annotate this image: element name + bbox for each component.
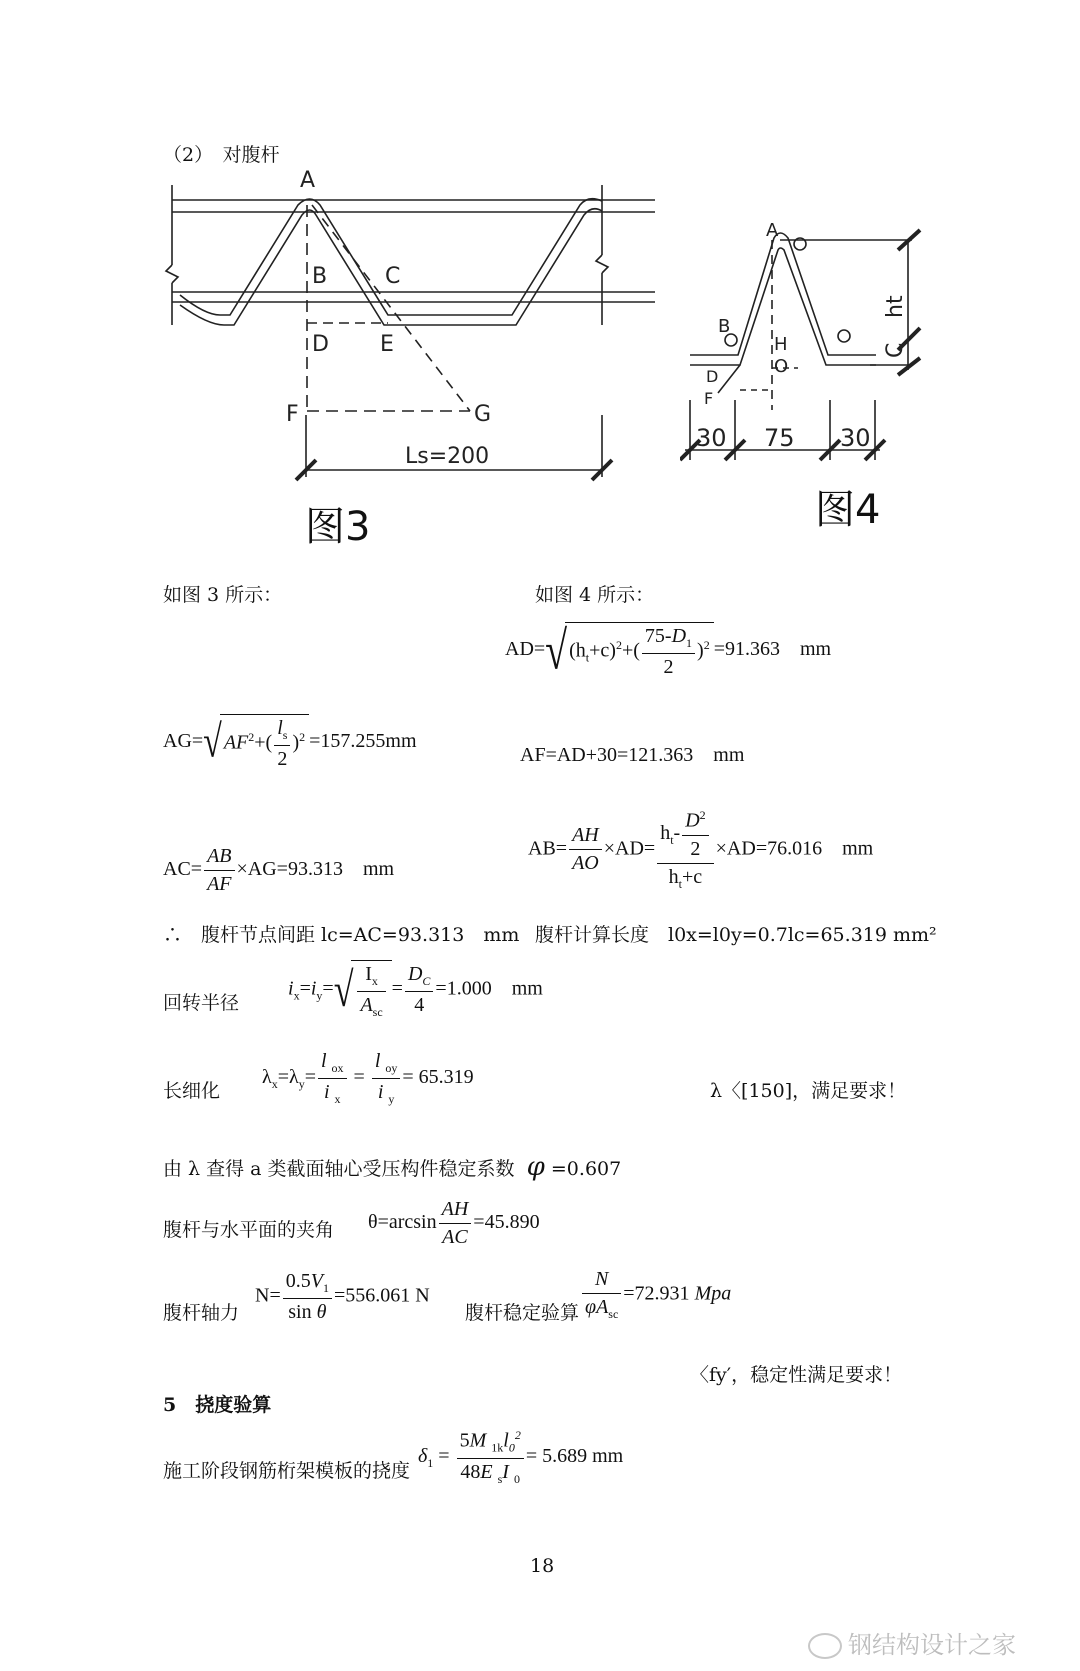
figure-3-diagram xyxy=(160,165,660,505)
section-5-heading: 5 挠度验算 xyxy=(163,1394,272,1416)
slenderness-result: = 65.319 xyxy=(402,1066,474,1089)
page-number: 18 xyxy=(530,1555,555,1577)
fig4-point-b: B xyxy=(718,316,731,337)
fig3-point-g: G xyxy=(474,402,492,427)
axial-result: =556.061 N xyxy=(333,1284,430,1307)
fig3-point-b: B xyxy=(312,264,328,289)
node-spacing: ∴ 腹杆节点间距 lc=AC=93.313 mm xyxy=(163,924,520,946)
formula-slenderness: $\lambda_x=\lambda_y=$ $\frac{l _{ox}}{i _x}$ = $\frac{l _{oy}}{i _y}$ = 65.319 xyxy=(262,1050,474,1106)
gyration-label: 回转半径 xyxy=(163,992,240,1014)
slenderness-label: 长细化 xyxy=(163,1080,221,1102)
formula-stability: $\frac{N}{\varphi A_{sc}}$ =72.931 Mpa xyxy=(580,1268,731,1322)
gyration-result: =1.000 mm xyxy=(435,977,543,1000)
ag-result: =157.255mm xyxy=(309,730,417,753)
formula-gyration: $i_x=i_y=√$ $\frac{I_x}{A_{sc}}$ = $\frac{D_C}{4}$ =1.000 mm xyxy=(288,960,543,1020)
fig3-point-c: C xyxy=(385,264,401,289)
ab-result: ×AD=76.016 mm xyxy=(715,837,874,860)
ad-result: =91.363 mm xyxy=(713,638,832,661)
stability-label: 腹杆稳定验算 xyxy=(465,1302,580,1324)
fig4-dim-c: C xyxy=(883,342,908,358)
fig3-dimension: Ls=200 xyxy=(405,444,490,469)
fig4-point-h: H xyxy=(774,334,788,355)
stability-result: =72.931 xyxy=(623,1282,690,1305)
formula-angle: θ=arcsin $\frac{AH}{AC}$ =45.890 xyxy=(368,1198,540,1248)
fig4-dim-ht: ht xyxy=(883,295,908,318)
fig3-point-f: F xyxy=(286,402,299,427)
wechat-icon xyxy=(808,1633,842,1659)
section-heading: （2） 对腹杆 xyxy=(163,144,280,166)
formula-ad: AD=√ $(h_t+c)^2+$( $\frac{75-D_1}{2}$ )$^2$ =91.363 mm xyxy=(505,619,832,681)
figure-3-label: 图3 xyxy=(305,504,371,550)
fig4-point-f: F xyxy=(704,389,714,408)
fig4-dim-middle: 75 xyxy=(764,424,795,452)
formula-deflection: $\delta_1$ = $\frac{5M _{1k}l_0^2}{48E _sI _0}$ = 5.689 mm xyxy=(418,1428,624,1486)
formula-af: AF=AD+30=121.363 mm xyxy=(520,744,745,766)
caption-figure-4: 如图 4 所示： xyxy=(535,584,655,606)
stability-coefficient-text: 由 λ 查得 a 类截面轴心受压构件稳定系数 φ =0.607 xyxy=(163,1152,622,1182)
watermark: 钢结构设计之家 xyxy=(808,1625,1016,1660)
fig3-point-a: A xyxy=(300,168,316,193)
formula-axial: N= $\frac{0.5V_1}{\text{sin θ}}$ =556.061 N xyxy=(255,1270,430,1323)
fig4-point-o: O xyxy=(774,356,789,377)
stability-check: 〈fy′，稳定性满足要求！ xyxy=(690,1364,903,1386)
slenderness-check: λ〈[150]，满足要求！ xyxy=(710,1080,907,1102)
fig4-dim-left: 30 xyxy=(696,424,727,452)
formula-ac: AC= $\frac{AB}{AF}$ ×AG=93.313 mm xyxy=(163,845,395,895)
calc-length: 腹杆计算长度 l0x=l0y=0.7lc=65.319 mm² xyxy=(535,924,937,946)
angle-result: =45.890 xyxy=(473,1211,540,1234)
formula-ab: AB= $\frac{AH}{AO}$ ×AD= $h_t-$ $\frac{D^2}{2}$ $h_t+c$ ×AD=76.016 mm xyxy=(528,808,874,891)
axial-label: 腹杆轴力 xyxy=(163,1302,240,1324)
deflection-result: = 5.689 mm xyxy=(525,1444,624,1467)
caption-figure-3: 如图 3 所示： xyxy=(163,584,283,606)
angle-label: 腹杆与水平面的夹角 xyxy=(163,1219,335,1241)
figure-4-diagram xyxy=(680,210,945,470)
formula-ag: AG=√ $AF^2+$( $\frac{l_s}{2}$ )$^2$ =157.255mm xyxy=(163,714,417,771)
phi-result: =0.607 xyxy=(550,1158,622,1180)
fig3-point-d: D xyxy=(312,332,329,357)
fig3-point-e: E xyxy=(380,332,394,357)
stability-unit: Mpa xyxy=(694,1282,732,1305)
fig4-dim-right: 30 xyxy=(840,424,871,452)
fig4-point-a: A xyxy=(766,220,779,241)
figure-4-label: 图4 xyxy=(815,487,881,533)
ac-result: ×AG=93.313 mm xyxy=(236,858,395,881)
fig4-point-d: D xyxy=(706,367,719,386)
deflection-label: 施工阶段钢筋桁架模板的挠度 xyxy=(163,1460,411,1482)
